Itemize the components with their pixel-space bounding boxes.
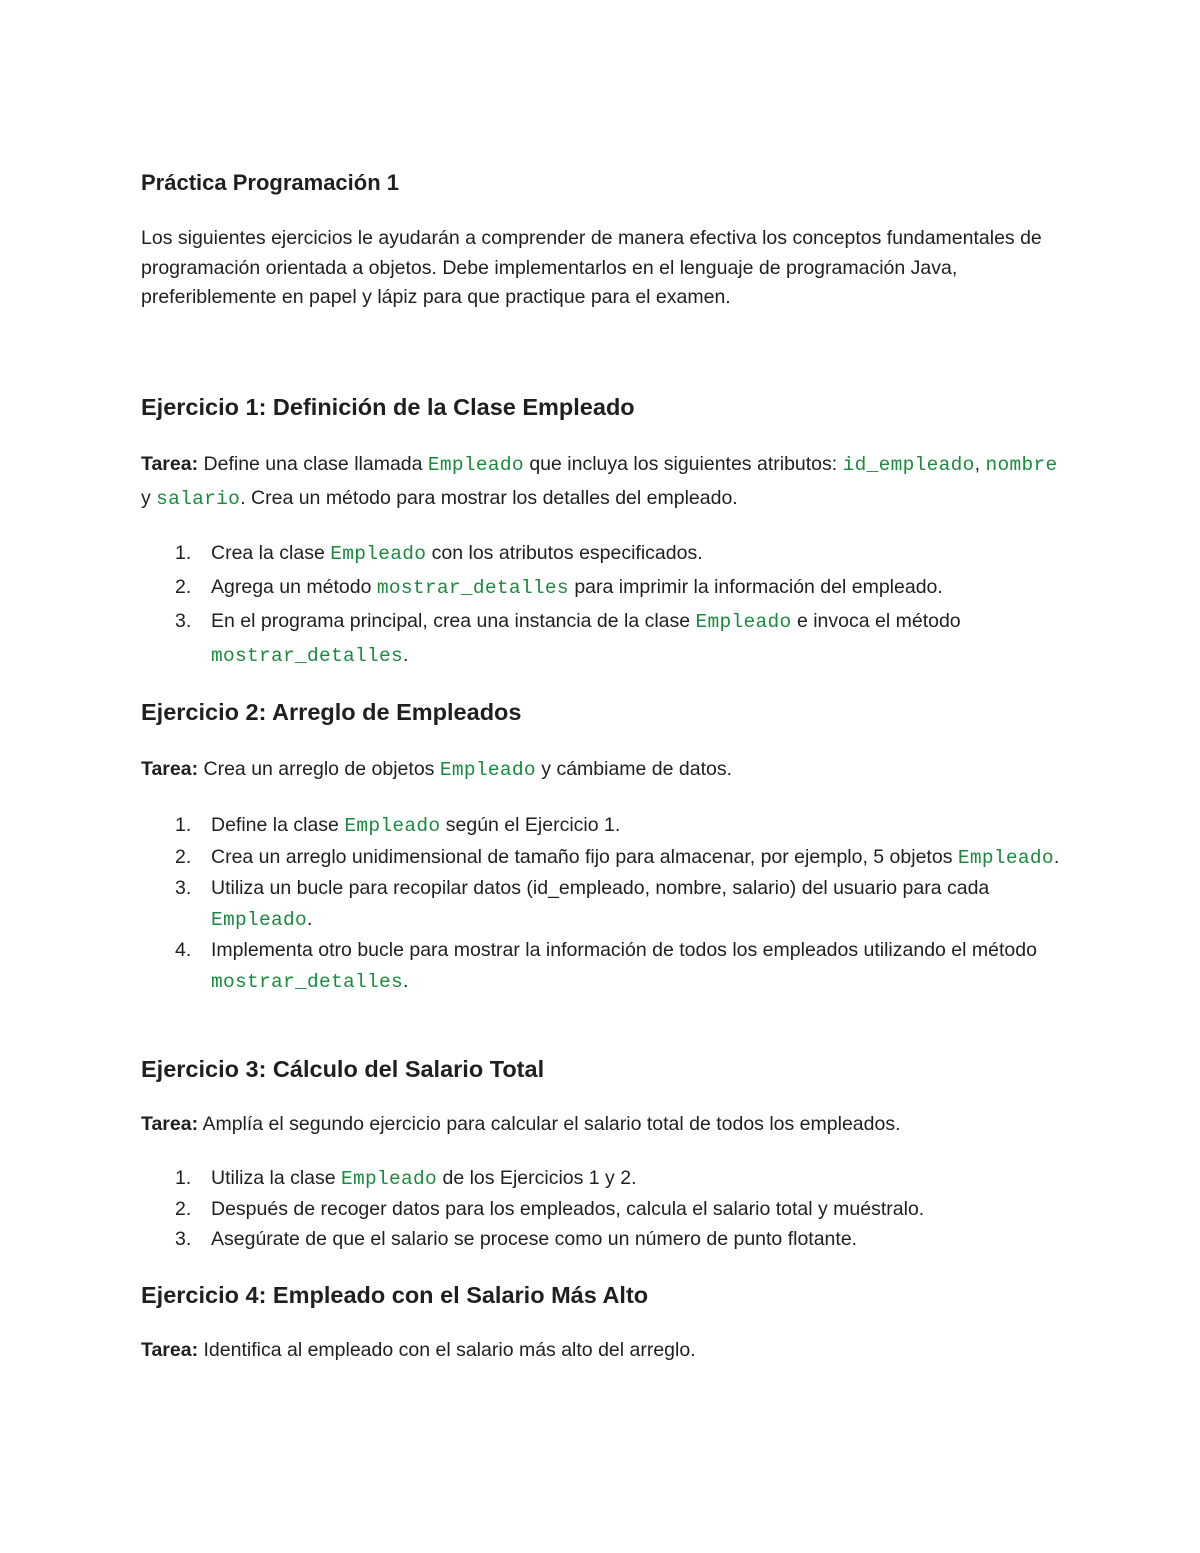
- list-item: 4. Implementa otro bucle para mostrar la información de todos los empleados utilizando el método mostrar_detalles.: [141, 935, 1071, 997]
- list-item: 2. Crea un arreglo unidimensional de tamaño fijo para almacenar, por ejemplo, 5 objetos Empleado.: [141, 842, 1071, 874]
- list-item: 2. Agrega un método mostrar_detalles para imprimir la información del empleado.: [141, 571, 1071, 605]
- list-item: 3. En el programa principal, crea una instancia de la clase Empleado e invoca el método mostrar_detalles.: [141, 605, 1071, 673]
- code-identifier: salario: [156, 488, 241, 510]
- task-label: Tarea:: [141, 453, 199, 475]
- exercise-2-heading: Ejercicio 2: Arreglo de Empleados: [141, 699, 522, 725]
- page-title: Práctica Programación 1: [141, 170, 400, 195]
- code-identifier: Empleado: [439, 759, 536, 781]
- list-item-number: 3.: [175, 1228, 192, 1250]
- exercise-2-task: Tarea: Crea un arreglo de objetos Empleado y cámbiame de datos.: [141, 758, 733, 781]
- code-identifier: mostrar_detalles: [211, 970, 404, 993]
- code-identifier: mostrar_detalles: [211, 645, 404, 667]
- list-item: 3. Utiliza un bucle para recopilar datos (id_empleado, nombre, salario) del usuario para cada Empleado.: [141, 873, 1071, 935]
- code-identifier: Empleado: [695, 611, 792, 633]
- code-identifier: mostrar_detalles: [376, 577, 569, 599]
- list-item-number: 1.: [175, 1167, 192, 1189]
- list-item-number: 1.: [175, 542, 192, 564]
- list-item: 1. Crea la clase Empleado con los atributos especificados.: [141, 537, 1071, 571]
- list-item: 1. Utiliza la clase Empleado de los Ejercicios 1 y 2.: [141, 1163, 1071, 1194]
- task-label: Tarea:: [141, 758, 199, 780]
- code-identifier: Empleado: [211, 908, 308, 931]
- intro-paragraph: Los siguientes ejercicios le ayudarán a comprender de manera efectiva los conceptos fundamentales de programación orientada a objetos. Debe implementarlos en el lenguaje de programación Java, preferiblemente en papel y lápiz para que practique para el examen.: [141, 227, 1042, 308]
- code-identifier: Empleado: [427, 454, 524, 476]
- code-identifier: Empleado: [957, 846, 1054, 869]
- code-identifier: Empleado: [330, 543, 427, 565]
- exercise-3-task: Tarea: Amplía el segundo ejercicio para calcular el salario total de todos los empleados.: [141, 1113, 901, 1135]
- exercise-1-steps: [141, 537, 1071, 673]
- code-identifier: nombre: [985, 454, 1058, 476]
- list-item: 3. Asegúrate de que el salario se procese como un número de punto flotante.: [141, 1224, 1071, 1254]
- exercise-3-steps: [141, 1163, 1071, 1254]
- list-item: 1. Define la clase Empleado según el Ejercicio 1.: [141, 810, 1071, 842]
- exercise-4-heading: Ejercicio 4: Empleado con el Salario Más Alto: [141, 1282, 649, 1308]
- code-identifier: id_empleado: [842, 454, 975, 476]
- list-item-number: 3.: [175, 877, 192, 900]
- task-label: Tarea:: [141, 1113, 199, 1135]
- code-identifier: Empleado: [344, 815, 441, 837]
- list-item-number: 2.: [175, 1198, 192, 1220]
- list-item-number: 1.: [175, 814, 192, 836]
- list-item-number: 4.: [175, 939, 192, 962]
- code-identifier: Empleado: [341, 1168, 438, 1190]
- list-item-number: 2.: [175, 576, 192, 598]
- list-item-number: 2.: [175, 845, 192, 868]
- list-item: 2. Después de recoger datos para los empleados, calcula el salario total y muéstralo.: [141, 1194, 1071, 1224]
- exercise-3-heading: Ejercicio 3: Cálculo del Salario Total: [141, 1056, 545, 1082]
- task-label: Tarea:: [141, 1339, 199, 1361]
- exercise-2-steps: [141, 810, 1071, 998]
- exercise-4-task: Tarea: Identifica al empleado con el salario más alto del arreglo.: [141, 1339, 696, 1361]
- exercise-1-task: Tarea: Define una clase llamada Empleado que incluya los siguientes atributos: id_empleado, nombre y salario. Crea un método para mostrar los detalles del empleado.: [141, 453, 1058, 510]
- list-item-number: 3.: [175, 610, 192, 632]
- exercise-1-heading: Ejercicio 1: Definición de la Clase Empleado: [141, 394, 635, 420]
